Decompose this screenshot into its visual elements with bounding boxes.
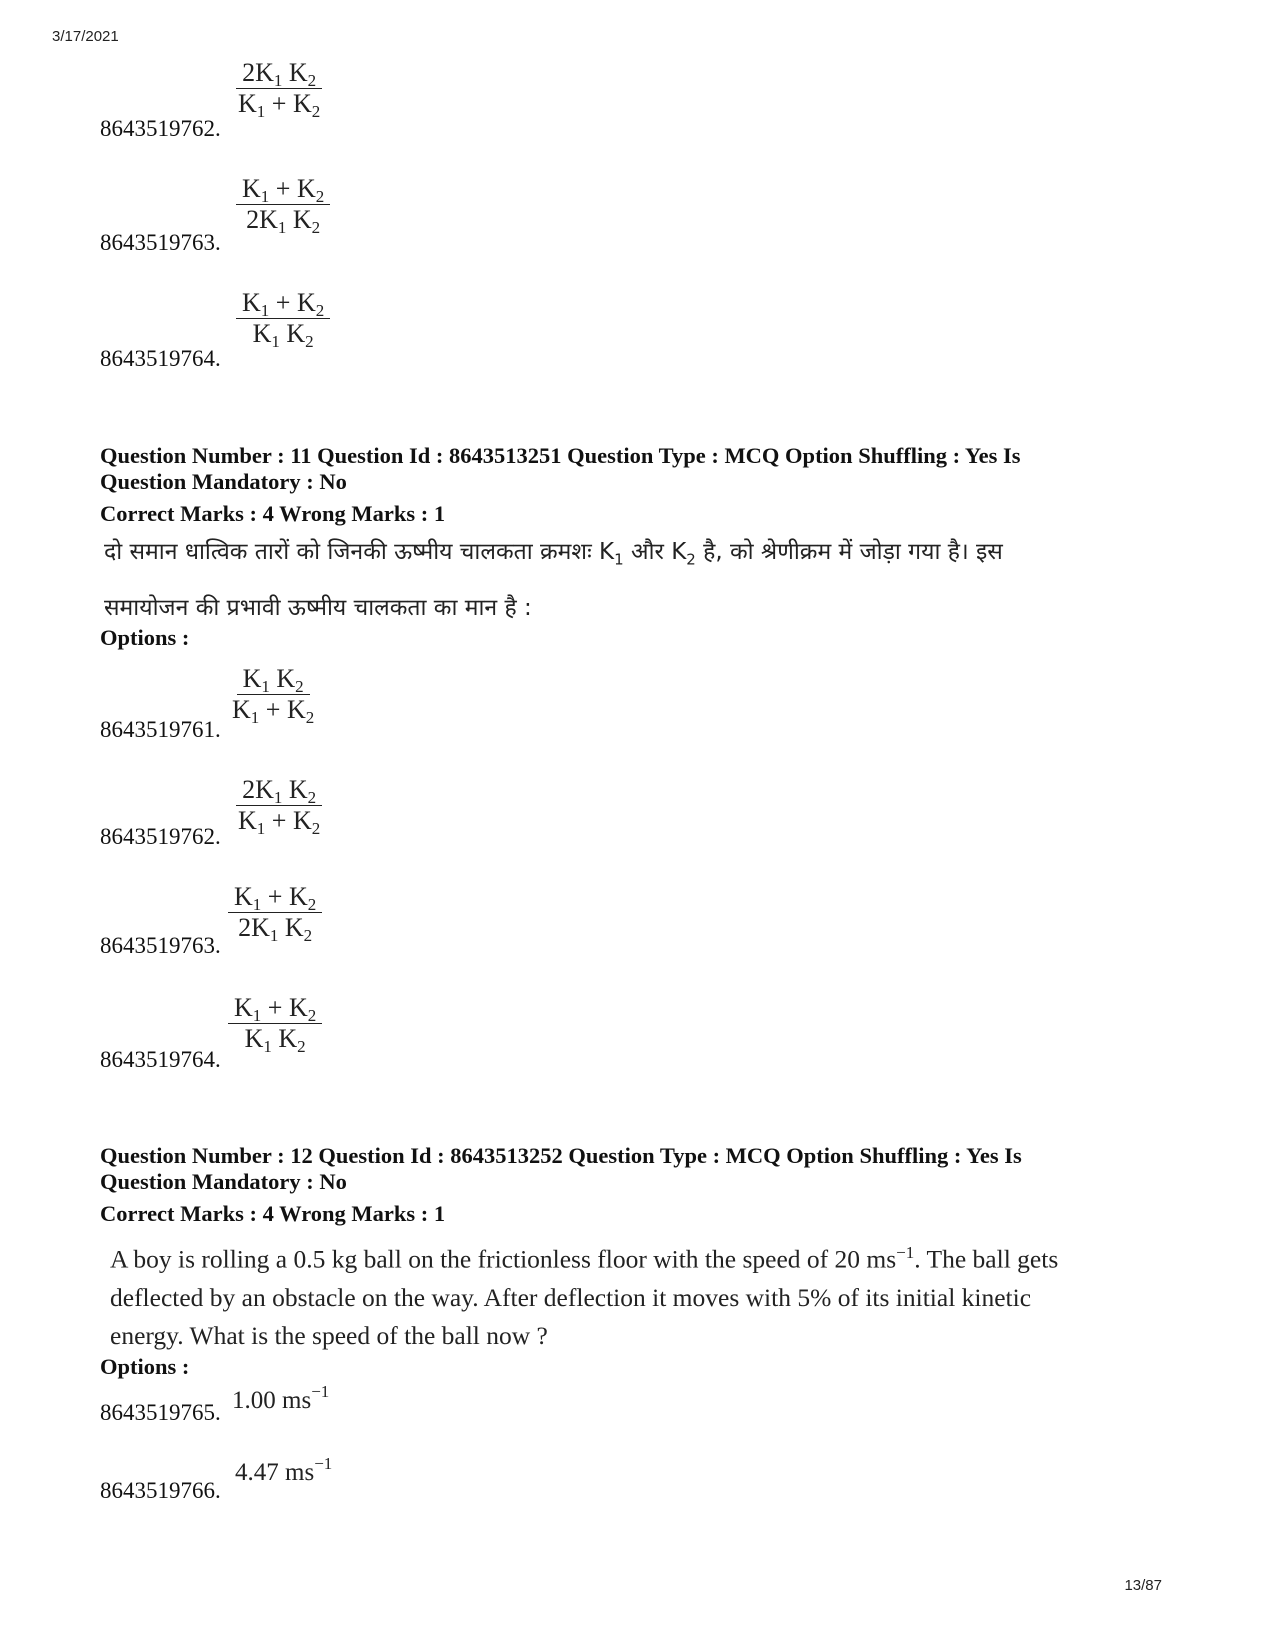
option-id: 8643519765. bbox=[100, 1400, 221, 1425]
question-header-line: Question Mandatory : No bbox=[100, 1169, 347, 1194]
option-id: 8643519764. bbox=[100, 1047, 221, 1072]
option-formula-k1-plus-k2-over-k1k2 bbox=[228, 993, 322, 1054]
formula-numerator: $K_1 + K_2$ bbox=[236, 288, 330, 319]
question-11-options-label: Options : bbox=[100, 625, 190, 650]
option-id: 8643519763. bbox=[100, 933, 221, 958]
formula-numerator: $K_1 + K_2$ bbox=[228, 993, 322, 1024]
page-number: 13/87 bbox=[1124, 1577, 1162, 1594]
question-12-header bbox=[100, 1143, 1140, 1195]
option-id: 8643519764. bbox=[100, 346, 221, 371]
option-id: 8643519761. bbox=[100, 717, 221, 742]
option-id: 8643519763. bbox=[100, 230, 221, 255]
option-value: 1.00 $ms^{-1}$ bbox=[232, 1382, 330, 1414]
question-11-text bbox=[104, 528, 1154, 632]
formula-denominator: $K_1$ $K_2$ bbox=[252, 319, 314, 351]
formula-numerator: $2K_1$ $K_2$ bbox=[236, 58, 322, 89]
option-formula-k1-plus-k2-over-2k1k2 bbox=[228, 882, 322, 943]
option-value: 4.47 $ms^{-1}$ bbox=[235, 1454, 333, 1486]
option-formula-2k1k2-over-k1-plus-k2 bbox=[232, 58, 326, 119]
option-formula-2k1k2-over-k1-plus-k2 bbox=[232, 775, 326, 836]
formula-denominator: $K_1$ $K_2$ bbox=[244, 1024, 306, 1056]
question-12-marks: Correct Marks : 4 Wrong Marks : 1 bbox=[100, 1201, 446, 1226]
question-11-marks: Correct Marks : 4 Wrong Marks : 1 bbox=[100, 501, 446, 526]
option-formula-k1-plus-k2-over-k1k2 bbox=[236, 288, 330, 349]
formula-numerator: $2K_1$ $K_2$ bbox=[236, 775, 322, 806]
formula-numerator: $K_1 + K_2$ bbox=[236, 174, 330, 205]
formula-denominator: $K_1 + K_2$ bbox=[238, 806, 321, 838]
question-12-text bbox=[110, 1234, 1160, 1355]
option-formula-k1k2-over-k1-plus-k2 bbox=[226, 664, 320, 725]
question-header-line: Question Number : 12 Question Id : 8643513252 Question Type : MCQ Option Shuffling : Yes Is bbox=[100, 1143, 1022, 1168]
formula-numerator: $K_1 + K_2$ bbox=[228, 882, 322, 913]
question-12-options-label: Options : bbox=[100, 1354, 190, 1379]
option-formula-k1-plus-k2-over-2k1k2 bbox=[236, 174, 330, 235]
formula-denominator: $2K_1$ $K_2$ bbox=[238, 913, 313, 945]
question-text-line: दो समान धात्विक तारों को जिनकी ऊष्मीय चालकता क्रमशः $K_1$ और $K_2$ है, को श्रेणीक्रम में जोड़ा गया है। इस bbox=[104, 539, 1003, 569]
formula-denominator: $K_1 + K_2$ bbox=[232, 695, 315, 727]
question-11-header bbox=[100, 443, 1140, 495]
question-text-line: deflected by an obstacle on the way. After deflection it moves with 5% of its initial kinetic bbox=[110, 1282, 1032, 1312]
question-text-line: energy. What is the speed of the ball now ? bbox=[110, 1320, 548, 1350]
question-header-line: Question Number : 11 Question Id : 8643513251 Question Type : MCQ Option Shuffling : Yes Is bbox=[100, 443, 1021, 468]
question-text-line: समायोजन की प्रभावी ऊष्मीय चालकता का मान है : bbox=[104, 594, 532, 621]
question-header-line: Question Mandatory : No bbox=[100, 469, 347, 494]
formula-denominator: $2K_1$ $K_2$ bbox=[246, 205, 321, 237]
question-text-line: A boy is rolling a 0.5 kg ball on the frictionless floor with the speed of 20 $ms^{-1}$. The ball gets bbox=[110, 1243, 1059, 1274]
option-id: 8643519762. bbox=[100, 824, 221, 849]
page-date: 3/17/2021 bbox=[52, 28, 119, 45]
formula-numerator: $K_1$ $K_2$ bbox=[237, 664, 310, 695]
option-id: 8643519766. bbox=[100, 1478, 221, 1503]
option-id: 8643519762. bbox=[100, 116, 221, 141]
formula-denominator: $K_1 + K_2$ bbox=[238, 89, 321, 121]
